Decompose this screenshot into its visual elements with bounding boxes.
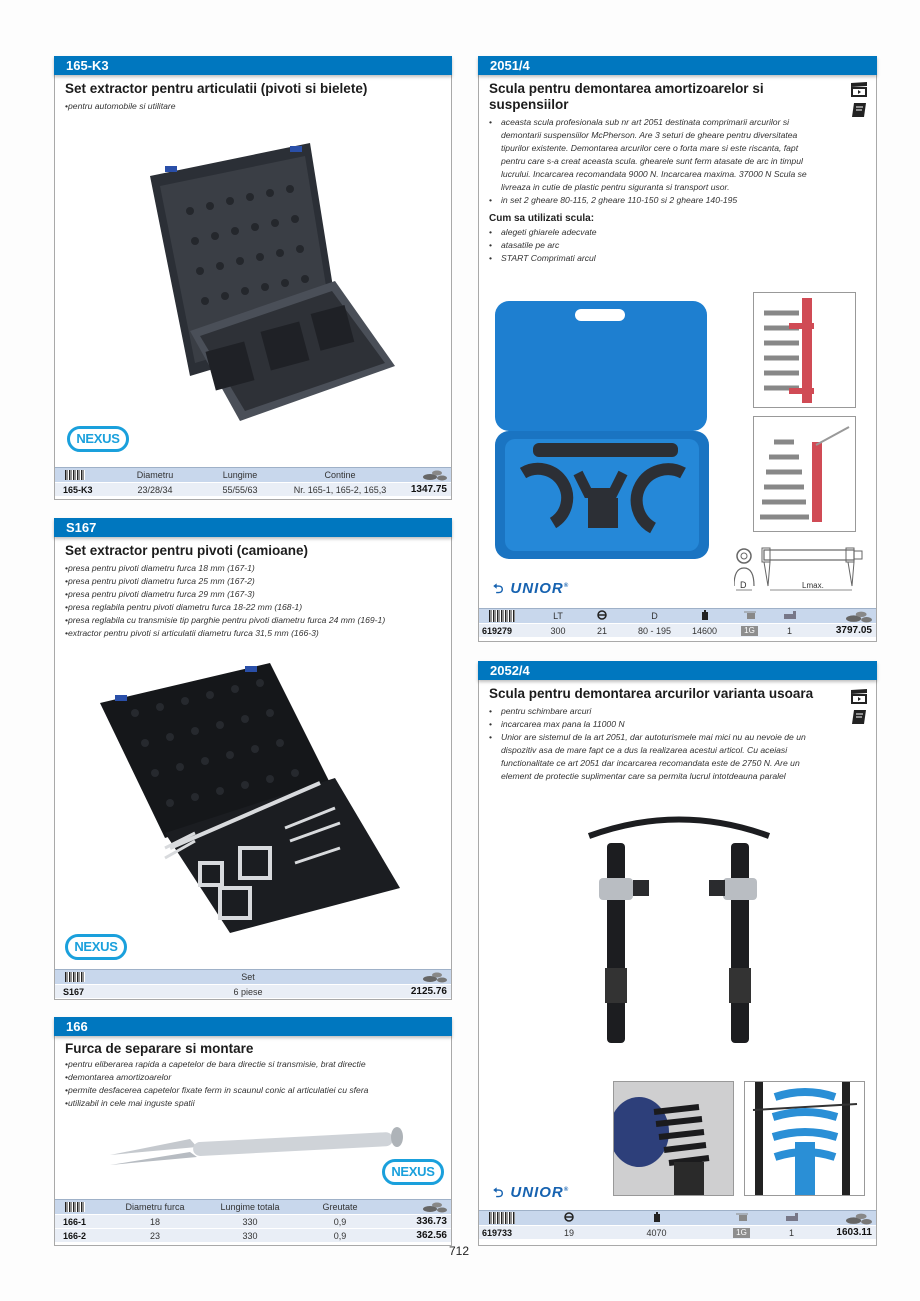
- feature-list: [479, 113, 819, 207]
- product-card-165-k3: [54, 56, 452, 500]
- weight-icon: [701, 610, 709, 620]
- table-row: 166-1 18 330 0,9 336.73: [55, 1215, 451, 1229]
- unior-logo-icon: ⮌: [493, 1185, 505, 1200]
- col-header: Diametru: [115, 468, 195, 483]
- spec-table: [479, 608, 876, 638]
- table-row: 619733 19 4070 1G 1 1603.11: [479, 1226, 876, 1240]
- media-icons: [850, 689, 868, 725]
- feature-list: [55, 97, 451, 113]
- spec-table: [55, 969, 451, 999]
- product-code-header: 2051/4: [478, 56, 877, 75]
- packaging-icon: [744, 611, 756, 619]
- box-quantity-icon: [784, 611, 796, 619]
- table-row: 166-2 23 330 0,9 362.56: [55, 1229, 451, 1243]
- video-icon[interactable]: [850, 82, 868, 98]
- table-row: S167 6 piese 2125.76: [55, 985, 451, 999]
- product-image-case: [110, 131, 410, 421]
- col-header-lt: LT: [539, 609, 577, 624]
- col-header: Contine: [285, 468, 395, 483]
- barcode-icon: [65, 972, 85, 982]
- feature-item: • incarcarea max pana la 11000 N: [489, 718, 814, 731]
- packaging-badge: 1G: [733, 1228, 750, 1238]
- product-code-header: 2052/4: [478, 661, 877, 680]
- feature-item: • aceasta scula profesionala sub nr art 2051 destinata comprimarii arcurilor si demontarii suspensiilor McPherson. Are 3 seturi de gheare pentru diversitatea tipurilor existente. Demontarea arcurilor cere o forta mare si este riscanta, fapt pentru care s-a creat aceasta scula. ghearele sunt ferm atasate de arc in timpul lucrului. Incarcarea recomandata 9000 N. Incarcarea maxima. 37000 N Scula se livreaza in cutie de plastic pentru siguranta si transport usor.: [489, 116, 809, 194]
- feature-item: • pentru schimbare arcuri: [489, 705, 814, 718]
- feature-item: • presa reglabila cu transmisie tip parghie pentru pivoti diametru furca 24 mm (169-1): [65, 614, 441, 627]
- product-card-2051-4: [478, 56, 877, 642]
- usage-list: [479, 226, 876, 265]
- diameter-icon: [597, 610, 607, 620]
- product-code-header: 166: [54, 1017, 452, 1036]
- col-header: Set: [115, 970, 381, 985]
- barcode-icon: [65, 470, 85, 480]
- feature-item: • presa pentru pivoti diametru furca 25 mm (167-2): [65, 575, 441, 588]
- feature-item: • presa reglabila pentru pivoti diametru furca 18-22 mm (168-1): [65, 601, 441, 614]
- price-coins-icon: [423, 469, 447, 481]
- unior-brand-logo: ⮌ UNIOR®: [493, 580, 570, 597]
- price-coins-icon: [846, 610, 872, 623]
- product-title: Set extractor pentru pivoti (camioane): [65, 543, 309, 558]
- product-code-header: S167: [54, 518, 452, 537]
- diameter-icon: [564, 1212, 574, 1222]
- weight-icon: [653, 1212, 661, 1222]
- media-icons: [850, 82, 868, 118]
- feature-item: • Unior are sistemul de la art 2051, dar autoturismele mai mici nu au nevoie de un dispozitiv asa de mare fapt ce a dus la realizarea acestui articol. Cu aceiasi functionalitate ce art 2051 dar incarcarea recomandata este de 2750 N. Are un element de protectie suplimentar care sa permita lucrul intotdeauna paralel: [489, 731, 814, 783]
- nexus-brand-logo: NEXUS: [382, 1159, 444, 1185]
- product-title: Scula pentru demontarea amortizoarelor si suspensiilor: [489, 81, 764, 112]
- product-title: Set extractor pentru articulatii (pivoti si bielete): [65, 81, 368, 96]
- page-number: 712: [449, 1244, 470, 1258]
- unior-brand-logo: ⮌ UNIOR®: [493, 1184, 570, 1201]
- feature-list: [55, 559, 451, 640]
- col-header: Greutate: [305, 1200, 375, 1215]
- barcode-icon: [489, 610, 515, 622]
- price-coins-icon: [846, 1212, 872, 1225]
- feature-item: • utilizabil in cele mai inguste spatii: [65, 1097, 441, 1110]
- feature-item: • presa pentru pivoti diametru furca 29 mm (167-3): [65, 588, 441, 601]
- feature-item: • in set 2 gheare 80-115, 2 gheare 110-150 si 2 gheare 140-195: [489, 194, 809, 207]
- diagram-label-lmax: Lmax.: [802, 581, 824, 590]
- box-quantity-icon: [786, 1213, 798, 1221]
- feature-item: • presa pentru pivoti diametru furca 18 mm (167-1): [65, 562, 441, 575]
- diagram-label-d: D: [740, 580, 747, 590]
- product-card-2052-4: [478, 661, 877, 1246]
- manual-book-icon[interactable]: [851, 102, 867, 118]
- price-coins-icon: [423, 1201, 447, 1213]
- spec-table: [479, 1210, 876, 1240]
- video-icon[interactable]: [850, 689, 868, 705]
- usage-step: • START Comprimati arcul: [489, 252, 866, 265]
- manual-book-icon[interactable]: [851, 709, 867, 725]
- nexus-brand-logo: NEXUS: [67, 426, 129, 452]
- product-image-fork: [105, 1117, 405, 1177]
- product-title: Furca de separare si montare: [65, 1041, 254, 1056]
- feature-item: • extractor pentru pivoti si articulatii diametru furca 31,5 mm (166-3): [65, 627, 441, 640]
- usage-illustration-1: [753, 292, 856, 408]
- feature-item: • permite desfacerea capetelor fixate ferm in scaunul conic al articulatiei cu sfera: [65, 1084, 441, 1097]
- unior-logo-icon: ⮌: [493, 581, 505, 596]
- product-image-case: [90, 663, 410, 933]
- col-header: Lungime: [195, 468, 285, 483]
- col-header: Lungime totala: [195, 1200, 305, 1215]
- feature-item: • pentru eliberarea rapida a capetelor de bara directie si transmisie, brat directie: [65, 1058, 441, 1071]
- price-coins-icon: [423, 971, 447, 983]
- usage-illustration-2: [753, 416, 856, 532]
- dimension-diagram: [734, 546, 866, 594]
- usage-photo-1: [613, 1081, 734, 1196]
- feature-item: • demontarea amortizoarelor: [65, 1071, 441, 1084]
- feature-list: [479, 702, 824, 783]
- barcode-icon: [65, 1202, 85, 1212]
- product-image-blue-case: [493, 293, 711, 561]
- table-row: 619279 300 21 80 - 195 14600 1G 1 3797.05: [479, 624, 876, 638]
- feature-list: [55, 1057, 451, 1110]
- col-header-d: D: [627, 609, 682, 624]
- usage-step: • atasatile pe arc: [489, 239, 866, 252]
- spec-table: [55, 1199, 451, 1243]
- product-title: Scula pentru demontarea arcurilor varianta usoara: [489, 686, 814, 701]
- product-code-header: 165-K3: [54, 56, 452, 75]
- table-row: 165-K3 23/28/34 55/55/63 Nr. 165-1, 165-2, 165,3 1347.75: [55, 483, 451, 497]
- col-header: Diametru furca: [115, 1200, 195, 1215]
- product-card-s167: [54, 518, 452, 1000]
- product-image-spring-compressor: [579, 808, 779, 1053]
- nexus-brand-logo: NEXUS: [65, 934, 127, 960]
- barcode-icon: [489, 1212, 515, 1224]
- packaging-badge: 1G: [741, 626, 758, 636]
- packaging-icon: [736, 1213, 748, 1221]
- usage-heading: Cum sa utilizati scula:: [489, 213, 595, 224]
- usage-photo-2: [744, 1081, 865, 1196]
- usage-step: • alegeti ghiarele adecvate: [489, 226, 866, 239]
- product-card-166: [54, 1017, 452, 1246]
- spec-table: [55, 467, 451, 497]
- feature-item: • pentru automobile si utilitare: [65, 100, 441, 113]
